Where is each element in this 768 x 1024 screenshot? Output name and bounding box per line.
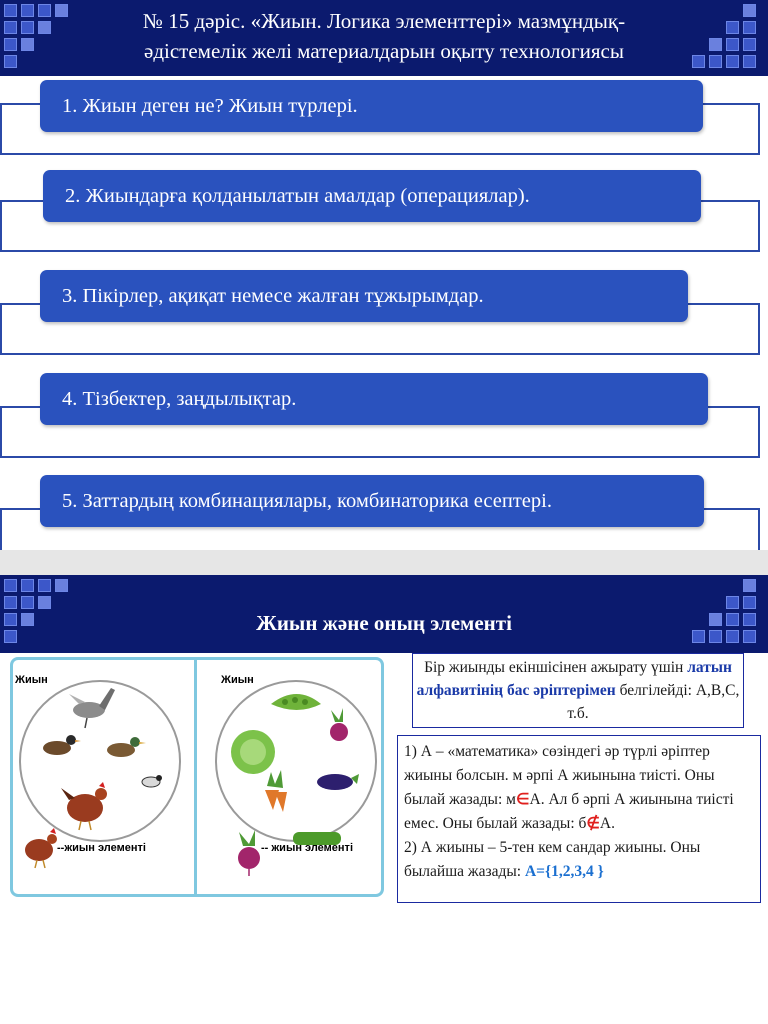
title-line-1: № 15 дәріс. «Жиын. Логика элементтері» мазмұндық- [142,9,626,33]
set-expression: А={1,2,3,4 } [524,863,604,880]
title-line-2: әдістемелік желі материалдарын оқыту технологиясы [144,39,624,63]
right-set-label: Жиын [221,674,254,686]
slide-2-header [0,575,768,653]
panel-divider [194,660,197,894]
set-examples-box [397,735,761,903]
example-1-text: 1) А – «математика» сөзіндегі әр түрлі әріптер жиыны болсын. м әрпі А жиынына тиісті. Оны былай жазады: [404,743,715,808]
duck-icon [107,737,146,757]
topic-item-2: 2. Жиындарға қолданылатын амалдар (операциялар). [43,170,701,222]
topic-item-5: 5. Заттардың комбинациялары, комбинаторика есептері. [40,475,704,527]
slide-2 [0,575,768,1024]
goose-icon [69,688,115,728]
eggplant-icon [317,774,359,790]
topic-item-1: 1. Жиын деген не? Жиын түрлері. [40,80,703,132]
left-set-label: Жиын [15,674,48,686]
left-element-label: --жиын элементі [57,842,146,854]
topic-item-3: 3. Пікірлер, ақиқат немесе жалған тұжырымдар. [40,270,688,322]
example-1-continued: А. Ал б әрпі А жиынына тиісті емес. Оны былай жазады: б [404,791,734,832]
duck-icon [43,735,81,755]
topic-item-4: 4. Тізбектер, заңдылықтар. [40,373,708,425]
carrot-icon [265,770,287,812]
radish-icon [330,708,348,741]
slide-separator [0,550,768,575]
note-text-1: Бір жиынды екіншісінен ажырату үшін [424,659,688,676]
peas-icon [271,694,321,710]
small-bird-icon [142,775,162,787]
cabbage-icon [231,730,275,774]
naming-sets-note [412,653,744,728]
slide-1-title [80,6,688,66]
element-radish-icon [238,830,260,876]
example-1-end: А. [599,815,615,832]
birds-illustration [19,680,189,895]
element-hen-icon [25,828,57,868]
note-text-2: белгілейді: А,В,С, т.б. [567,682,740,722]
slide-1-header [0,0,768,76]
not-element-of-symbol: ∉ [586,815,600,832]
slide-2-title: Жиын және оның элементі [256,611,512,635]
right-element-label: -- жиын элементі [261,842,353,854]
letter-m: м [506,791,516,808]
example-2-text: 2) А жиыны – 5-тен кем сандар жиыны. Оны былайша жазады: [404,839,701,880]
note-highlight: латын алфавитінің бас әріптерімен [416,659,732,699]
element-of-symbol: ∈ [515,791,530,808]
set-illustration [10,657,384,897]
hen-icon [61,782,107,830]
vegetables-illustration [213,680,383,895]
